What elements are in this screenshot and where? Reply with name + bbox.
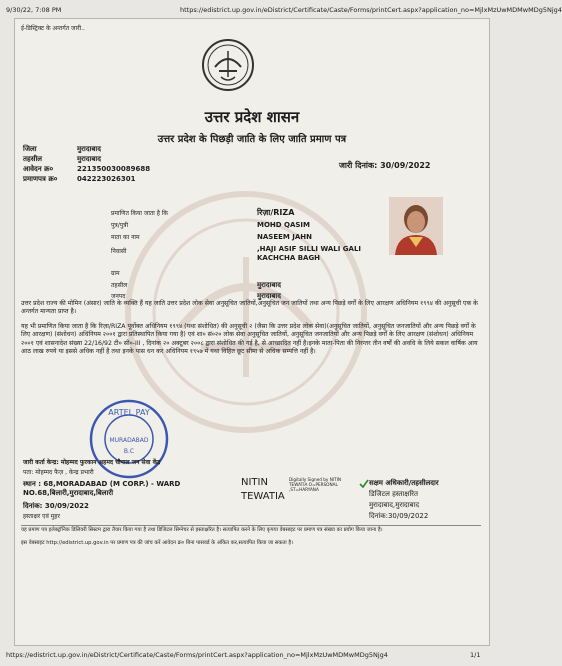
officer-signed: डिजिटल हस्ताक्षरित [369,490,418,498]
issuing-center: जारी कर्ता केन्द्र: मोहम्मद फुरकान अहमद चौपाल जन सेवा केंद्र [23,459,161,466]
meta-label-certificate-no: प्रमाणपत्र क्र० [23,175,58,183]
person-district: मुरादाबाद [257,292,281,300]
meta-value-district: मुरादाबाद [77,145,101,153]
up-emblem-icon [201,37,255,93]
person-name: रिज़ा/RIZA [257,208,295,217]
center-date: दिनांक: 30/09/2022 [23,502,89,510]
stamp-text-bot: B.C [123,448,135,455]
meta-label-tehsil: तहसील [23,155,42,163]
center-place: स्थान : 68,MORADABAD (M CORP.) - WARD NO.68,बिलारी,मुरादाबाद,बिलारी [23,480,181,497]
address: ,HAJI ASIF SILLI WALI GALI KACHCHA BAGH [257,245,362,262]
issue-date [339,161,430,171]
father-name: MOHD QASIM [257,221,311,229]
corner-label: ई-डिस्ट्रिक्ट के अन्तर्गत जारी.. [21,25,85,32]
body-paragraph-1: उत्तर प्रदेश राज्य की मोमिन (अंसार) जाति के व्यक्ति हैं यह जाति उत्तर प्रदेश लोक सेवा अनुसूचित जातियों,अनुसूचित जन जातियों तथा अन्य पिछड़े वर्गों के लिए आरक्षण अधिनियम १९९४ की अनुसूची एक के अन्तर्गत मान्यता प्राप्त है। [21,300,478,316]
footer-divider [21,525,481,526]
resident-label: निवासी [111,248,127,255]
browser-url-bottom: https://edistrict.up.gov.in/eDistrict/Certificate/Caste/Forms/printCert.aspx?application_no=MjlxMzUwMDMwMDg5Njg4 [6,651,388,659]
center-operator: पता: मोहम्मद फैज़ , केन्द्र प्रभारी [23,469,94,476]
signature-name-2: TEWATIA [241,491,285,502]
footer-line-1: यह प्रमाण पत्र इलेक्ट्रॉनिक डिलिवरी सिस्टम द्वारा तैयार किया गया है तथा डिजिटल सिग्नेचर से हस्ताक्षरित है। सत्यापित करने के लिए कृपया वेबसाइट पर प्रमाण पत्र संख्या का प्रयोग किया जाना है। [21,527,383,533]
applicant-photo [389,197,443,255]
certificate-subtitle: उत्तर प्रदेश के पिछड़ी जाति के लिए जाति प्रमाण पत्र [157,134,347,145]
browser-datetime: 9/30/22, 7:08 PM [6,6,62,14]
certify-label: प्रमाणित किया जाता है कि [111,210,169,217]
signature-note: Digitally Signed by NITIN TEWATIA O=PERSONAL ,ST=HARYANA [289,477,342,493]
meta-value-application: 221350030089688 [77,165,151,173]
certificate-document [14,18,490,646]
stamp-text-mid: MURADABAD [109,437,149,444]
relation-label: पुत्र/पुत्री [111,222,129,229]
certificate-title: उत्तर प्रदेश शासन [204,108,300,126]
person-photo-icon [389,197,443,255]
officer-location: मुरादाबाद,मुरादाबाद [369,501,420,509]
person-tehsil: मुरादाबाद [257,281,281,289]
stamp-text-top: ARTEL PAY [108,408,150,417]
mother-label: माता का नाम [111,234,140,241]
district-label: जनपद [111,293,126,300]
officer-date: दिनांक:30/09/2022 [369,512,429,520]
center-seal-label: हस्ताक्षर एवं मुहर [23,513,60,520]
issue-date-value: 30/09/2022 [380,161,431,170]
footer-line-2: इस वेबसाइट http://edistrict.up.gov.in पर प्रमाण पत्र की जांच करें आवेदन क्र० बिना पासवर्ड के अंकित कर,सत्यापित किया जा सकता है। [21,540,294,546]
issue-date-label: जारी दिनांक: [339,161,378,170]
meta-value-certificate-no: 042223026301 [77,175,136,183]
browser-page-count: 1/1 [470,651,481,659]
meta-label-district: जिला [23,145,37,153]
check-icon [359,479,369,489]
meta-label-application: आवेदन क्र० [23,165,54,173]
meta-value-tehsil: मुरादाबाद [77,155,101,163]
body-paragraph-2: यह भी प्रमाणित किया जाता है कि रिज़ा/RIZA पूर्वोक्त अधिनियम १९९४ (यथा संशोधित) की अनुसूची २ (जैसा कि उत्तर प्रदेश लोक सेवा)(अनुसूचित जातियों, अनुसूचित जनजातियों और अन्य पिछड़े वर्गों के लिए आरक्षण) (संशोधन) अधिनियम २००१ द्वारा प्रतिस्थापित किया गया है) एवं शा० सं०२० लोक सेवा अनुसूचित जातियों, अनुसूचित जनजातियों और अन्य पिछड़े वर्गों के लिए आरक्षण (संशोधन) अधिनियम २००१ एवं शासनादेश संख्या 22/16/92 टी० सी०-III , दिनांक २० अक्टूबर २००८ द्वारा संशोधित की गई है, से आच्छादित नहीं है।इनके माता-पिता की निरन्तर तीन वर्षों की अवधि के लिये सकल वार्षिक आय आठ लाख रुपये या इससे अधिक नहीं है तथा इनके पास धन कर अधिनियम १९५७ में यथा विहित छूट सीमा से अधिक सम्पत्ति नहीं है। [21,323,478,355]
village-label: ग्राम [111,270,120,277]
tehsil-label: तहसील [111,282,128,289]
officer-title: सक्षम अधिकारी/तहसीलदार [369,479,439,487]
mother-name: NASEEM JAHN [257,233,313,241]
signature-name-1: NITIN [241,477,268,488]
browser-url-top: https://edistrict.up.gov.in/eDistrict/Certificate/Caste/Forms/printCert.aspx?application_no=MjlxMzUwMDMwMDg5Njg4 [180,6,562,14]
